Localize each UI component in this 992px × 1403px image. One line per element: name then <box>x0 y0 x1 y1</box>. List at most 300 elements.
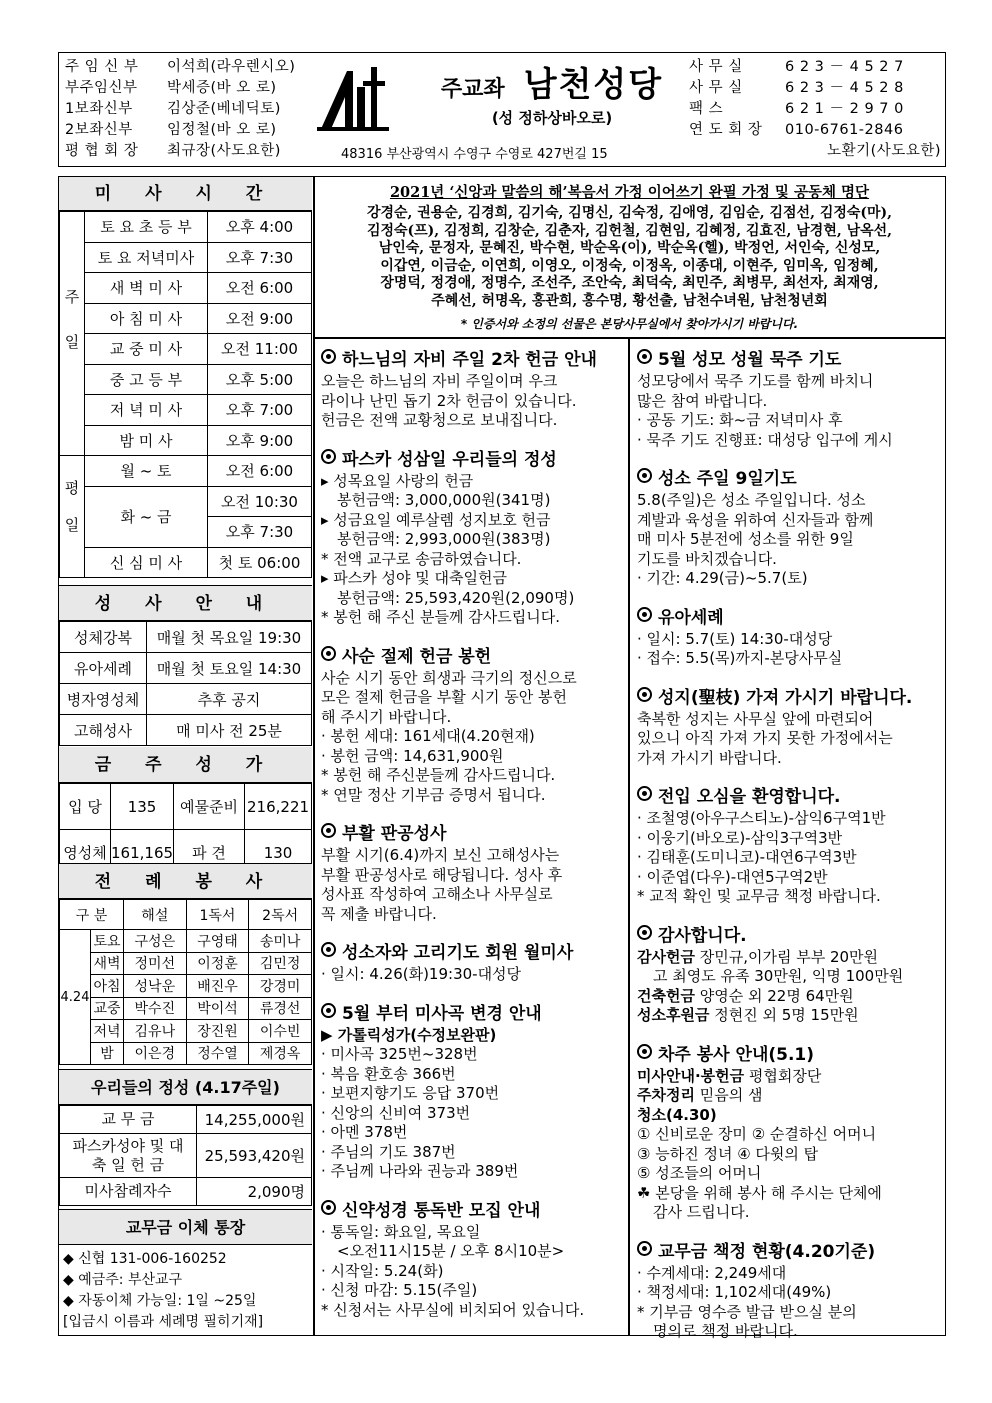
notice-line-text: · 접수: 5.5(목)까지-본당사무실 <box>637 649 843 667</box>
clergy-name: 임정철(바 오 로) <box>167 122 277 138</box>
notice-line-text: 해 주시기 바랍니다. <box>321 707 452 726</box>
sacrament-value: 매 미사 전 25분 <box>147 715 312 746</box>
notice-line <box>637 530 939 550</box>
clergy-name: 박세증(바 오 로) <box>167 80 277 96</box>
clergy-row <box>65 57 315 78</box>
phone-row <box>689 120 941 141</box>
mass-name: 중 고 등 부 <box>85 364 208 395</box>
notice-line <box>637 550 939 570</box>
notice-section <box>321 345 623 431</box>
notice-line-text: · 김태훈(도미니코)-대연6구역3반 <box>637 848 857 866</box>
sunday-label: 주일 <box>60 212 85 456</box>
header-box <box>58 52 946 167</box>
mass-name: 새 벽 미 사 <box>85 273 208 304</box>
notice-line-text: 고 최영도 유족 30만원, 익명 100만원 <box>653 967 904 985</box>
notice-line <box>637 1106 939 1126</box>
notice-title <box>321 445 623 470</box>
notice-line <box>321 491 623 511</box>
notice-line <box>321 472 623 492</box>
sacrament-title: 성 사 안 내 <box>59 585 312 621</box>
phone-label: 팩 스 <box>689 101 724 117</box>
bullet-icon <box>637 786 652 801</box>
notice-title <box>321 938 623 963</box>
mass-title: 미 사 시 간 <box>59 177 312 211</box>
mass-name: 밤 미 사 <box>85 425 208 456</box>
banner-name-line: 주혜선, 허명옥, 홍관희, 홍수명, 황선출, 남천수녀원, 남천청년회 <box>431 292 828 309</box>
notice-section <box>637 1040 939 1223</box>
notice-title <box>637 683 939 708</box>
bullet-icon <box>321 1003 336 1018</box>
phone-list <box>689 57 941 162</box>
notice-line <box>637 1203 939 1223</box>
notice-line-text: * 봉헌 해 주신 분들께 감사드립니다. <box>321 608 560 626</box>
address: 48316 부산광역시 수영구 수영로 427번길 15 <box>341 147 608 162</box>
notice-line <box>637 1184 939 1204</box>
notice-line <box>637 1322 939 1342</box>
notice-line <box>321 569 623 589</box>
notice-line-text: · 일시: 5.7(토) 14:30-대성당 <box>637 629 833 648</box>
notice-line <box>637 729 939 749</box>
notice-title <box>637 1237 939 1262</box>
mass-row <box>60 456 312 487</box>
notice-line-text: · 복음 환호송 366번 <box>321 1064 456 1083</box>
notice-title <box>321 345 623 370</box>
notice-line <box>321 1262 623 1282</box>
notice-line <box>321 372 623 392</box>
clergy-row <box>65 141 315 162</box>
notice-column-2 <box>628 338 946 1340</box>
notice-line <box>321 1301 623 1321</box>
notice-line-text: 미사안내·봉헌금 평협회장단 <box>637 1066 822 1085</box>
notice-title-text: 파스카 성삼일 우리들의 정성 <box>342 449 557 470</box>
notice-line-text: 사순 시기 동안 희생과 극기의 정신으로 <box>321 668 577 687</box>
liturgy-row <box>60 952 312 975</box>
liturgy-commentator: 김유나 <box>124 1020 187 1043</box>
notice-title <box>637 782 939 807</box>
bullet-icon <box>321 942 336 957</box>
offering-name: 파스카성야 및 대 축 일 헌 금 <box>60 1134 197 1178</box>
notice-title <box>321 999 623 1024</box>
notice-line-text: ▸ 성목요일 사랑의 헌금 <box>321 471 474 490</box>
notice-line <box>637 649 939 669</box>
sacrament-row <box>60 684 312 715</box>
notice-line <box>637 630 939 650</box>
notice-line-text: · 미사곡 325번~328번 <box>321 1045 478 1063</box>
notice-line <box>321 727 623 747</box>
liturgy-reader2: 제경옥 <box>249 1042 312 1065</box>
notice-line-text: 봉헌금액: 25,593,420원(2,090명) <box>337 588 575 607</box>
notice-line <box>321 846 623 866</box>
weekly-hymn-title: 금 주 성 가 <box>59 747 312 783</box>
notice-line <box>637 887 939 907</box>
notice-line-text: · 아멘 378번 <box>321 1123 408 1141</box>
notice-line <box>637 809 939 829</box>
clergy-row <box>65 120 315 141</box>
sacrament-name: 성체강복 <box>60 622 147 653</box>
liturgy-reader1: 장진원 <box>186 1020 249 1043</box>
notice-line-text: 꼭 제출 바랍니다. <box>321 904 437 923</box>
liturgy-reader2: 이수빈 <box>249 1020 312 1043</box>
notice-line <box>321 511 623 531</box>
bank-line: ◆ 신협 131-006-160252 <box>63 1251 227 1267</box>
notice-line <box>321 688 623 708</box>
notice-section <box>321 1196 623 1321</box>
notice-line <box>321 747 623 767</box>
sacrament-value: 매월 첫 토요일 14:30 <box>147 653 312 684</box>
notice-line-text: · 주님께 나라와 권능과 389번 <box>321 1162 519 1180</box>
phone-label: 사 무 실 <box>689 80 743 96</box>
mass-name: 교 중 미 사 <box>85 334 208 365</box>
notice-line <box>637 569 939 589</box>
liturgy-mass: 아침 <box>91 975 124 998</box>
notice-line <box>637 431 939 451</box>
notice-line-text: · 공동 기도: 화~금 저녁미사 후 <box>637 411 843 429</box>
notice-line-text: 오늘은 하느님의 자비 주일이며 우크 <box>321 372 558 390</box>
notice-line-text: · 수계세대: 2,249세대 <box>637 1263 787 1282</box>
notice-line-text: 헌금은 전액 교황청으로 보내집니다. <box>321 411 558 429</box>
notice-line-text: 성사표 작성하여 고해소나 사무실로 <box>321 885 553 903</box>
notice-line <box>637 1164 939 1184</box>
notice-line <box>637 1006 939 1026</box>
sacrament-row <box>60 622 312 653</box>
parish-logo <box>317 63 389 133</box>
phone-number: 6 2 3 － 4 5 2 7 <box>785 59 904 75</box>
weekday-label: 평일 <box>60 456 85 578</box>
sacrament-row <box>60 653 312 684</box>
notice-line-text: 가져 가시기 바랍니다. <box>637 748 782 767</box>
offering-value: 2,090명 <box>197 1178 312 1206</box>
notice-line-text: 주차정리 믿음의 샘 <box>637 1086 763 1104</box>
left-column <box>58 176 314 1336</box>
offering-table <box>59 1105 312 1206</box>
clergy-role: 주 임 신 부 <box>65 59 139 75</box>
mass-time: 오전 11:00 <box>208 334 312 365</box>
notice-line-text: · 조철영(아우구스티노)-삼익6구역1반 <box>637 809 886 827</box>
notice-line-text: 봉헌금액: 2,993,000원(383명) <box>337 530 551 548</box>
mass-row <box>60 364 312 395</box>
notice-line <box>321 1223 623 1243</box>
notice-line <box>637 987 939 1007</box>
notice-section <box>637 683 939 769</box>
notice-line-text: * 교적 확인 및 교무금 책정 바랍니다. <box>637 887 881 905</box>
hymn-entrance-value: 135 <box>111 784 174 830</box>
notice-line <box>321 530 623 550</box>
sacrament-name: 병자영성체 <box>60 684 147 715</box>
patron-saint: (성 정하상바오로) <box>491 109 613 127</box>
notice-line <box>637 1264 939 1284</box>
bullet-icon <box>637 687 652 702</box>
notice-line <box>321 1242 623 1262</box>
notice-line-text: · 묵주 기도 진행표: 대성당 입구에 게시 <box>637 430 893 449</box>
notice-line-text: 많은 참여 바랍니다. <box>637 391 768 410</box>
notice-line-text: 부활 판공성사로 해당됩니다. 성사 후 <box>321 865 563 884</box>
liturgy-date: 4.24 <box>60 930 91 1065</box>
notice-title <box>321 819 623 844</box>
notice-line-text: · 보편지향기도 응답 370번 <box>321 1084 500 1102</box>
notice-line-text: 부활 시기(6.4)까지 보신 고해성사는 <box>321 846 560 864</box>
hymn-communion-value: 161,165 <box>111 830 174 876</box>
hymn-entrance-label: 입 당 <box>60 784 111 830</box>
notice-section <box>321 999 623 1182</box>
notice-title <box>637 1040 939 1065</box>
notice-title-text: 5월 부터 미사곡 변경 안내 <box>342 1003 542 1024</box>
liturgy-row <box>60 1042 312 1065</box>
notice-title-text: 성지(聖枝) 가져 가시기 바랍니다. <box>658 687 913 708</box>
liturgy-mass: 저녁 <box>91 1020 124 1043</box>
notice-line-text: 청소(4.30) <box>637 1105 717 1124</box>
notice-line <box>637 1125 939 1145</box>
mass-row <box>60 242 312 273</box>
liturgy-commentator: 이은경 <box>124 1042 187 1065</box>
bank-info <box>63 1249 309 1333</box>
clergy-role: 2보좌신부 <box>65 122 133 138</box>
notice-line-text: · 이준엽(다우)-대연5구역2반 <box>637 867 828 886</box>
liturgy-title: 전 례 봉 사 <box>59 863 312 899</box>
notice-line <box>637 491 939 511</box>
banner-names <box>315 205 944 310</box>
phone-row <box>689 57 941 78</box>
notice-line-text: ▶ 가톨릭성가(수정보완판) <box>321 1025 497 1044</box>
notice-line <box>637 511 939 531</box>
notice-section <box>321 642 623 806</box>
notice-line <box>321 786 623 806</box>
mass-row <box>60 395 312 426</box>
clergy-name: 이석희(라우렌시오) <box>167 59 296 75</box>
notice-line-text: ① 신비로운 장미 ② 순결하신 어머니 <box>637 1125 877 1143</box>
notice-line <box>321 1104 623 1124</box>
liturgy-header: 2독서 <box>249 900 312 930</box>
offering-value: 14,255,000원 <box>197 1106 312 1134</box>
bullet-icon <box>637 607 652 622</box>
mass-time: 오후 5:00 <box>208 364 312 395</box>
mass-time: 오전 10:30 <box>208 486 312 517</box>
notice-line-text: 기도를 바치겠습니다. <box>637 549 777 568</box>
banner-name-line: 남인숙, 문정자, 문혜진, 박수현, 박순옥(이), 박순옥(헬), 박정언, 서인숙, 신성모, <box>378 240 881 256</box>
phone-number: 010-6761-2846 <box>785 122 904 138</box>
notice-title-text: 부활 판공성사 <box>342 824 447 844</box>
phone-label: 연 도 회 장 <box>689 122 763 138</box>
liturgy-mass: 토요 <box>91 930 124 953</box>
liturgy-header-row <box>60 900 312 930</box>
mass-row <box>60 212 312 243</box>
clergy-row <box>65 78 315 99</box>
mass-time: 오전 6:00 <box>208 456 312 487</box>
phone-number: 6 2 1 － 2 9 7 0 <box>785 101 904 117</box>
mass-row <box>60 425 312 456</box>
liturgy-commentator: 구성은 <box>124 930 187 953</box>
notice-line <box>637 868 939 888</box>
parish-name: 남천성당 <box>523 65 664 105</box>
banner-box <box>314 176 946 338</box>
notice-line-text: 모은 절제 헌금을 부활 시기 동안 봉헌 <box>321 688 567 706</box>
notice-column-1 <box>314 338 630 1336</box>
notice-line-text: · 주님의 기도 387번 <box>321 1142 456 1161</box>
notice-line <box>321 708 623 728</box>
notice-line-text: · 봉헌 세대: 161세대(4.20현재) <box>321 727 535 745</box>
notice-line-text: · 이웅기(바오로)-삼익3구역3반 <box>637 828 843 847</box>
mass-name: 저 녁 미 사 <box>85 395 208 426</box>
notice-line <box>321 1045 623 1065</box>
bullet-icon <box>321 349 336 364</box>
notice-line <box>637 967 939 987</box>
liturgy-header: 1독서 <box>186 900 249 930</box>
liturgy-reader1: 정수열 <box>186 1042 249 1065</box>
notice-line-text: · 시작일: 5.24(화) <box>321 1261 444 1280</box>
liturgy-row <box>60 930 312 953</box>
sacrament-table <box>59 621 312 746</box>
notice-line-text: · 봉헌 금액: 14,631,900원 <box>321 746 504 765</box>
bullet-icon <box>637 1241 652 1256</box>
banner-name-line: 김정숙(프), 김정희, 김창순, 김춘자, 김헌철, 김현임, 김혜정, 김효진, 남경현, 남옥선, <box>366 222 893 239</box>
mass-row <box>60 486 312 517</box>
notice-line <box>321 411 623 431</box>
phone-row <box>689 78 941 99</box>
notice-line-text: ▸ 파스카 성야 및 대축일헌금 <box>321 569 507 587</box>
notice-line <box>321 885 623 905</box>
bullet-icon <box>637 1044 652 1059</box>
liturgy-commentator: 정미선 <box>124 952 187 975</box>
notice-line <box>637 948 939 968</box>
notice-line-text: ▸ 성금요일 예루살렘 성지보호 헌금 <box>321 510 551 529</box>
notice-line <box>321 866 623 886</box>
notice-line <box>637 1067 939 1087</box>
notice-line <box>321 1026 623 1046</box>
liturgy-reader1: 배진우 <box>186 975 249 998</box>
offering-row <box>60 1134 312 1178</box>
notice-line-text: · 책정세대: 1,102세대(49%) <box>637 1283 832 1301</box>
banner-note: * 인증서와 소정의 선물은 본당사무실에서 찾아가시기 바랍니다. <box>460 317 799 331</box>
hymn-dismissal-value: 130 <box>245 830 312 876</box>
notice-line-text: · 기간: 4.29(금)~5.7(토) <box>637 569 808 587</box>
liturgy-reader2: 강경미 <box>249 975 312 998</box>
liturgy-commentator: 성낙운 <box>124 975 187 998</box>
notice-line <box>321 766 623 786</box>
notice-line <box>637 1303 939 1323</box>
liturgy-reader1: 박이석 <box>186 997 249 1020</box>
notice-line-text: 건축헌금 양영순 외 22명 64만원 <box>637 986 854 1005</box>
offering-row <box>60 1106 312 1134</box>
mass-name: 아 침 미 사 <box>85 303 208 334</box>
offering-name: 교 무 금 <box>60 1106 197 1134</box>
sacrament-value: 추후 공지 <box>147 684 312 715</box>
notice-line-text: · 신청 마감: 5.15(주일) <box>321 1281 478 1299</box>
notice-line <box>637 1283 939 1303</box>
clergy-name: 최규장(사도요한) <box>167 143 281 159</box>
notice-title-text: 5월 성모 성월 묵주 기도 <box>658 350 842 370</box>
notice-line-text: 감사 드립니다. <box>653 1203 750 1221</box>
mass-time: 오전 6:00 <box>208 273 312 304</box>
bullet-icon <box>321 823 336 838</box>
liturgy-row <box>60 1020 312 1043</box>
offering-name: 미사참례자수 <box>60 1178 197 1206</box>
notice-section <box>637 1237 939 1342</box>
phone-row <box>689 99 941 120</box>
mass-name: 월 ~ 토 <box>85 456 208 487</box>
liturgy-header: 해설 <box>124 900 187 930</box>
notice-line-text: * 연말 정산 기부금 증명서 됩니다. <box>321 785 546 804</box>
bullet-icon <box>637 468 652 483</box>
hymn-dismissal-label: 파 견 <box>174 830 245 876</box>
bank-line: ◆ 예금주: 부산교구 <box>63 1272 183 1288</box>
clergy-role: 부주임신부 <box>65 80 138 96</box>
bullet-icon <box>637 925 652 940</box>
notice-section <box>637 921 939 1026</box>
phone-number: 6 2 3 － 4 5 2 8 <box>785 80 904 96</box>
notice-line <box>637 710 939 730</box>
mass-time: 오후 7:00 <box>208 395 312 426</box>
notice-line <box>637 392 939 412</box>
liturgy-mass: 밤 <box>91 1042 124 1065</box>
notice-line-text: 감사헌금 장민규,이가림 부부 20만원 <box>637 947 879 966</box>
notice-title <box>637 345 939 370</box>
notice-title-text: 전입 오심을 환영합니다. <box>658 787 841 807</box>
bank-line: [입금시 이름과 세례명 필히기재] <box>63 1314 264 1330</box>
clergy-name: 김상준(베네딕토) <box>167 101 281 117</box>
notice-line-text: ⑤ 성조들의 어머니 <box>637 1164 762 1182</box>
notice-line <box>321 1123 623 1143</box>
sacrament-name: 고해성사 <box>60 715 147 746</box>
notice-line-text: 라이나 난민 돕기 2차 헌금이 있습니다. <box>321 391 577 410</box>
diocese-title: 주교좌 <box>440 77 505 102</box>
mass-name: 토 요 저녁미사 <box>85 242 208 273</box>
notice-title-text: 유아세례 <box>658 607 724 628</box>
bullet-icon <box>321 1200 336 1215</box>
liturgy-row <box>60 997 312 1020</box>
mass-name: 신 심 미 사 <box>85 547 208 578</box>
mass-name: 토 요 초 등 부 <box>85 212 208 243</box>
liturgy-commentator: 박수진 <box>124 997 187 1020</box>
notice-line <box>321 1143 623 1163</box>
notice-line <box>321 669 623 689</box>
notice-line <box>321 392 623 412</box>
banner-name-line: 강경순, 권용순, 김경희, 김기숙, 김명신, 김숙정, 김애영, 김임순, 김점선, 김정숙(마), <box>366 205 893 221</box>
phone-label: 사 무 실 <box>689 59 743 75</box>
banner-name-line: 이갑연, 이금순, 이연희, 이영오, 이정숙, 이정옥, 이종대, 이현주, 임미옥, 임정혜, <box>380 257 879 274</box>
notice-title-text: 사순 절제 헌금 봉헌 <box>342 646 492 667</box>
mass-time: 첫 토 06:00 <box>208 547 312 578</box>
banner-name-line: 장명덕, 정경애, 정명수, 조선주, 조안숙, 최덕숙, 최민주, 최병무, 최선자, 최재영, <box>380 275 879 291</box>
hymn-communion-label: 영성체 <box>60 830 111 876</box>
notice-line <box>637 749 939 769</box>
notice-line <box>321 1084 623 1104</box>
bullet-icon <box>637 349 652 364</box>
notice-line <box>637 411 939 431</box>
notice-line <box>321 1162 623 1182</box>
notice-section <box>321 819 623 924</box>
notice-section <box>637 345 939 450</box>
notice-title <box>637 464 939 489</box>
notice-section <box>637 782 939 907</box>
notice-title <box>637 603 939 628</box>
notice-line-text: 봉헌금액: 3,000,000원(341명) <box>337 491 551 509</box>
offering-title: 우리들의 정성 (4.17주일) <box>59 1069 312 1105</box>
notice-line-text: 명의로 책정 바랍니다. <box>653 1322 798 1340</box>
liturgy-mass: 교중 <box>91 997 124 1020</box>
notice-line-text: * 기부금 영수증 발급 받으실 분의 <box>637 1302 857 1321</box>
notice-title <box>321 1196 623 1221</box>
notice-line-text: ③ 능하진 정녀 ④ 다윗의 탑 <box>637 1144 819 1163</box>
liturgy-row <box>60 975 312 998</box>
notice-line <box>321 550 623 570</box>
notice-line <box>637 372 939 392</box>
notice-line-text: ☘ 본당을 위해 봉사 해 주시는 단체에 <box>637 1183 882 1202</box>
notice-line-text: 매 미사 5분전에 성소를 위한 9일 <box>637 530 854 548</box>
notice-line-text: * 신청서는 사무실에 비치되어 있습니다. <box>321 1300 585 1319</box>
notice-line <box>321 608 623 628</box>
notice-line <box>637 1086 939 1106</box>
yeondo-name: 노환기(사도요한) <box>827 143 941 159</box>
sacrament-name: 유아세례 <box>60 653 147 684</box>
